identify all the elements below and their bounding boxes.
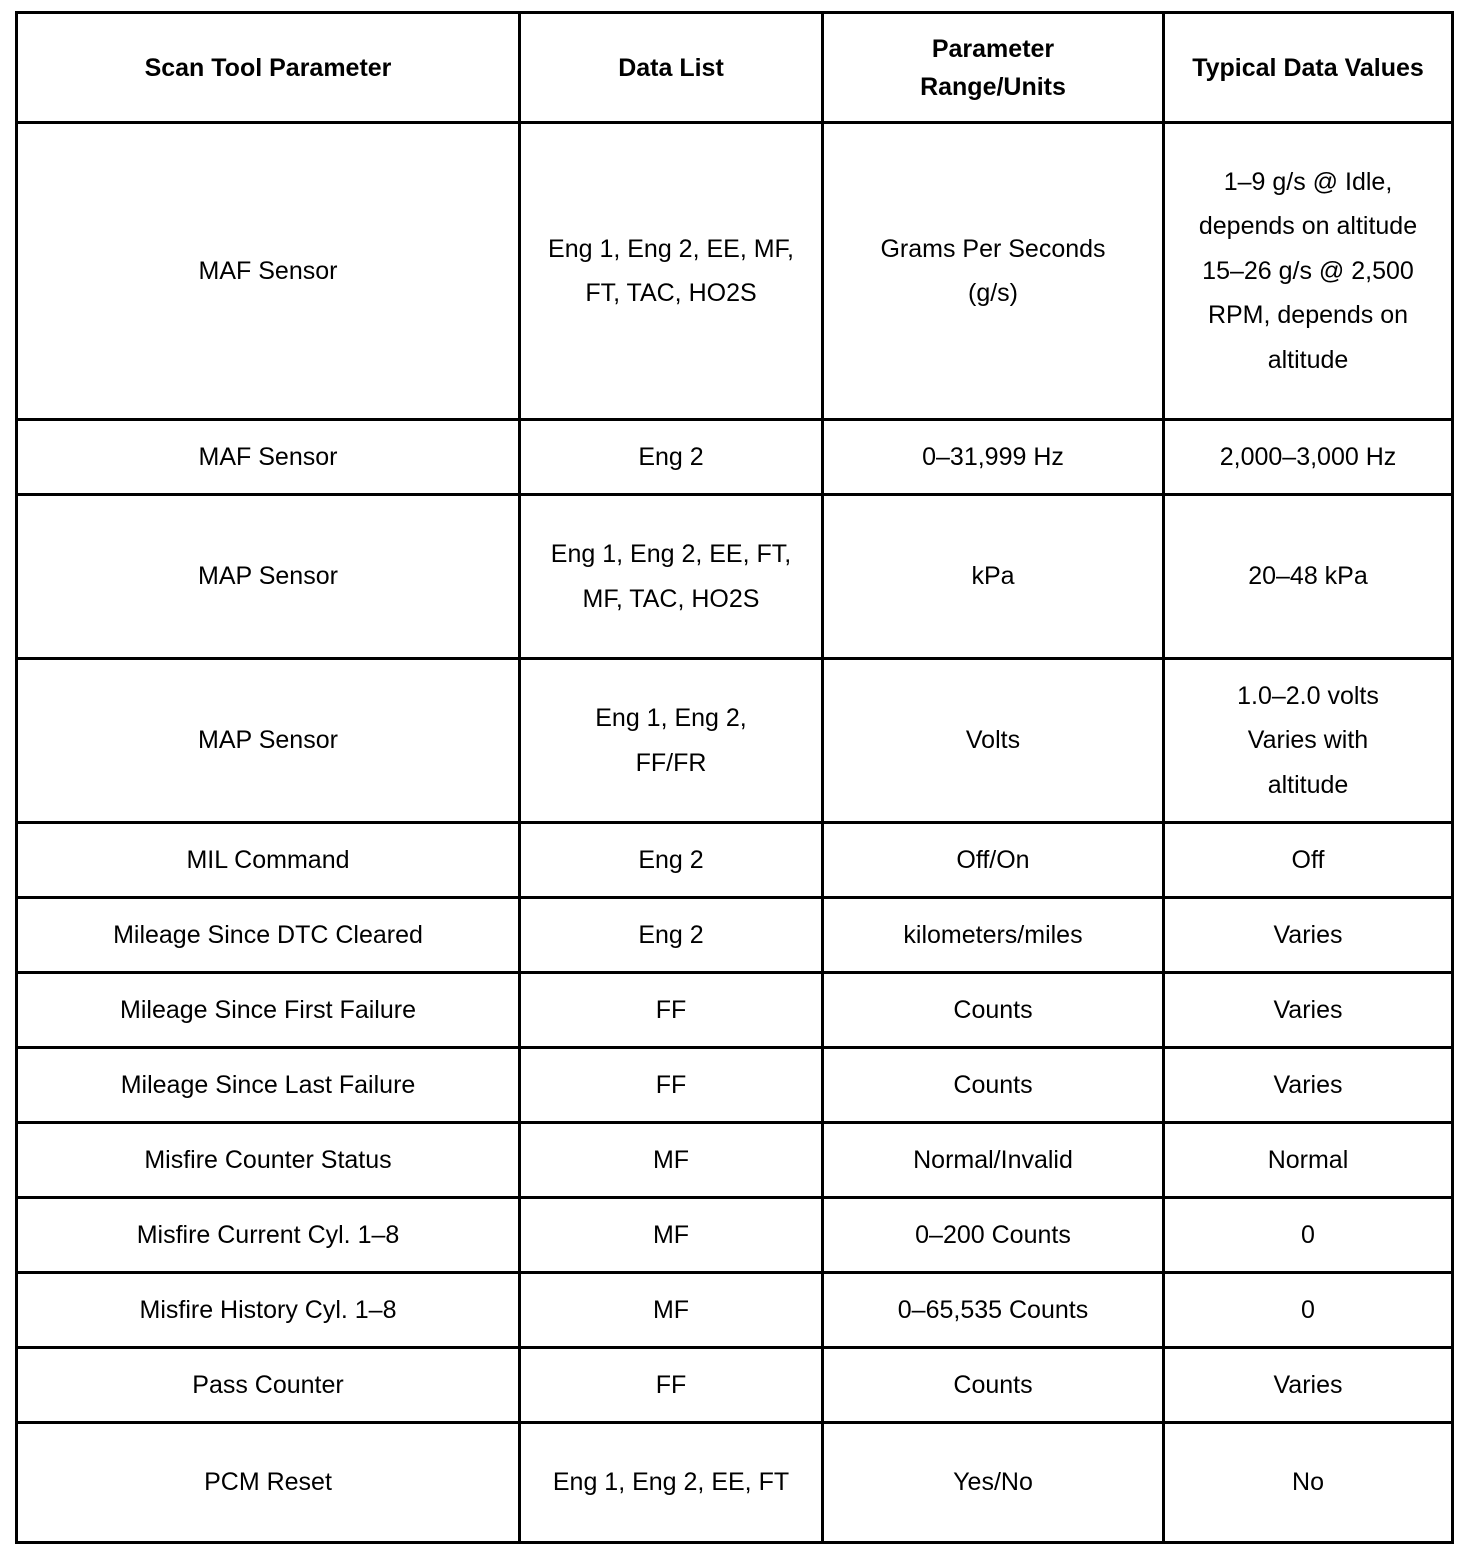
- cell-parameter: MAF Sensor: [17, 123, 520, 420]
- cell-data-list: FF: [520, 1348, 823, 1423]
- cell-typical-values: Off: [1164, 823, 1453, 898]
- table-row: [17, 898, 1453, 973]
- cell-parameter: Misfire Counter Status: [17, 1123, 520, 1198]
- table-row: [17, 1048, 1453, 1123]
- table-row: [17, 495, 1453, 659]
- scan-tool-data-table-container: [15, 11, 1451, 1544]
- cell-typical-values: [1164, 123, 1453, 420]
- cell-typical-values: Varies: [1164, 898, 1453, 973]
- cell-data-list: Eng 2: [520, 898, 823, 973]
- cell-parameter: Misfire History Cyl. 1–8: [17, 1273, 520, 1348]
- cell-data-list: Eng 2: [520, 823, 823, 898]
- cell-range-units: Volts: [823, 659, 1164, 823]
- cell-data-list: [520, 123, 823, 420]
- cell-typical-values: Varies: [1164, 973, 1453, 1048]
- cell-range-units: Counts: [823, 973, 1164, 1048]
- cell-range-units: [823, 123, 1164, 420]
- table-row: [17, 1198, 1453, 1273]
- table-row: [17, 823, 1453, 898]
- table-row: [17, 1123, 1453, 1198]
- cell-range-units: Normal/Invalid: [823, 1123, 1164, 1198]
- cell-parameter: MAP Sensor: [17, 659, 520, 823]
- header-scan-tool-parameter: Scan Tool Parameter: [17, 13, 520, 123]
- cell-range-units: kPa: [823, 495, 1164, 659]
- cell-range-units: kilometers/miles: [823, 898, 1164, 973]
- cell-data-list: Eng 2: [520, 420, 823, 495]
- table-row: [17, 1348, 1453, 1423]
- header-typical-data-values-text: Typical Data Values: [1192, 53, 1424, 82]
- cell-data-list-text: Eng 1, Eng 2, EE, FT: [552, 1468, 790, 1497]
- cell-parameter: Mileage Since First Failure: [17, 973, 520, 1048]
- cell-typical-values: Varies: [1164, 1348, 1453, 1423]
- cell-typical-values: 0: [1164, 1198, 1453, 1273]
- cell-parameter: Mileage Since Last Failure: [17, 1048, 520, 1123]
- cell-range-units: Yes/No: [823, 1423, 1164, 1543]
- cell-typical-values: Varies: [1164, 1048, 1453, 1123]
- cell-parameter: Mileage Since DTC Cleared: [17, 898, 520, 973]
- cell-data-list: [520, 1423, 823, 1543]
- cell-parameter: MAF Sensor: [17, 420, 520, 495]
- cell-parameter: MIL Command: [17, 823, 520, 898]
- cell-range-units: 0–200 Counts: [823, 1198, 1164, 1273]
- cell-range-units: Counts: [823, 1048, 1164, 1123]
- header-row: [17, 13, 1453, 123]
- cell-data-list: MF: [520, 1123, 823, 1198]
- cell-data-list: FF: [520, 1048, 823, 1123]
- cell-parameter: PCM Reset: [17, 1423, 520, 1543]
- header-typical-data-values: [1164, 13, 1453, 123]
- cell-typical-values: [1164, 659, 1453, 823]
- cell-parameter: Pass Counter: [17, 1348, 520, 1423]
- cell-range-units: 0–31,999 Hz: [823, 420, 1164, 495]
- cell-data-list-text: Eng 1, Eng 2, EE, FT, MF, TAC, HO2S: [550, 540, 792, 613]
- table-row: [17, 123, 1453, 420]
- cell-typical-values-text: 1.0–2.0 volts Varies with altitude: [1237, 681, 1379, 799]
- cell-typical-values: 20–48 kPa: [1164, 495, 1453, 659]
- cell-data-list: MF: [520, 1198, 823, 1273]
- header-data-list: Data List: [520, 13, 823, 123]
- cell-typical-values-text: 1–9 g/s @ Idle, depends on altitude 15–26 g/s @ 2,500 RPM, depends on altitude: [1198, 167, 1418, 374]
- cell-typical-values: 2,000–3,000 Hz: [1164, 420, 1453, 495]
- table-row: [17, 1423, 1453, 1543]
- header-parameter-range-units: [823, 13, 1164, 123]
- cell-data-list-text: Eng 1, Eng 2, FF/FR: [595, 704, 747, 777]
- cell-parameter: Misfire Current Cyl. 1–8: [17, 1198, 520, 1273]
- cell-data-list-text: Eng 1, Eng 2, EE, MF, FT, TAC, HO2S: [548, 234, 794, 307]
- table-row: [17, 1273, 1453, 1348]
- header-parameter-range-units-text: Parameter Range/Units: [920, 34, 1066, 101]
- cell-typical-values: Normal: [1164, 1123, 1453, 1198]
- cell-data-list: [520, 495, 823, 659]
- table-row: [17, 659, 1453, 823]
- cell-typical-values: 0: [1164, 1273, 1453, 1348]
- cell-data-list: MF: [520, 1273, 823, 1348]
- table-row: [17, 420, 1453, 495]
- cell-range-units: Off/On: [823, 823, 1164, 898]
- cell-range-units: Counts: [823, 1348, 1164, 1423]
- cell-range-units-text: Grams Per Seconds (g/s): [880, 234, 1106, 307]
- cell-typical-values: No: [1164, 1423, 1453, 1543]
- cell-parameter: MAP Sensor: [17, 495, 520, 659]
- table-row: [17, 973, 1453, 1048]
- cell-range-units: 0–65,535 Counts: [823, 1273, 1164, 1348]
- cell-data-list: [520, 659, 823, 823]
- cell-data-list: FF: [520, 973, 823, 1048]
- scan-tool-data-table: [15, 11, 1454, 1544]
